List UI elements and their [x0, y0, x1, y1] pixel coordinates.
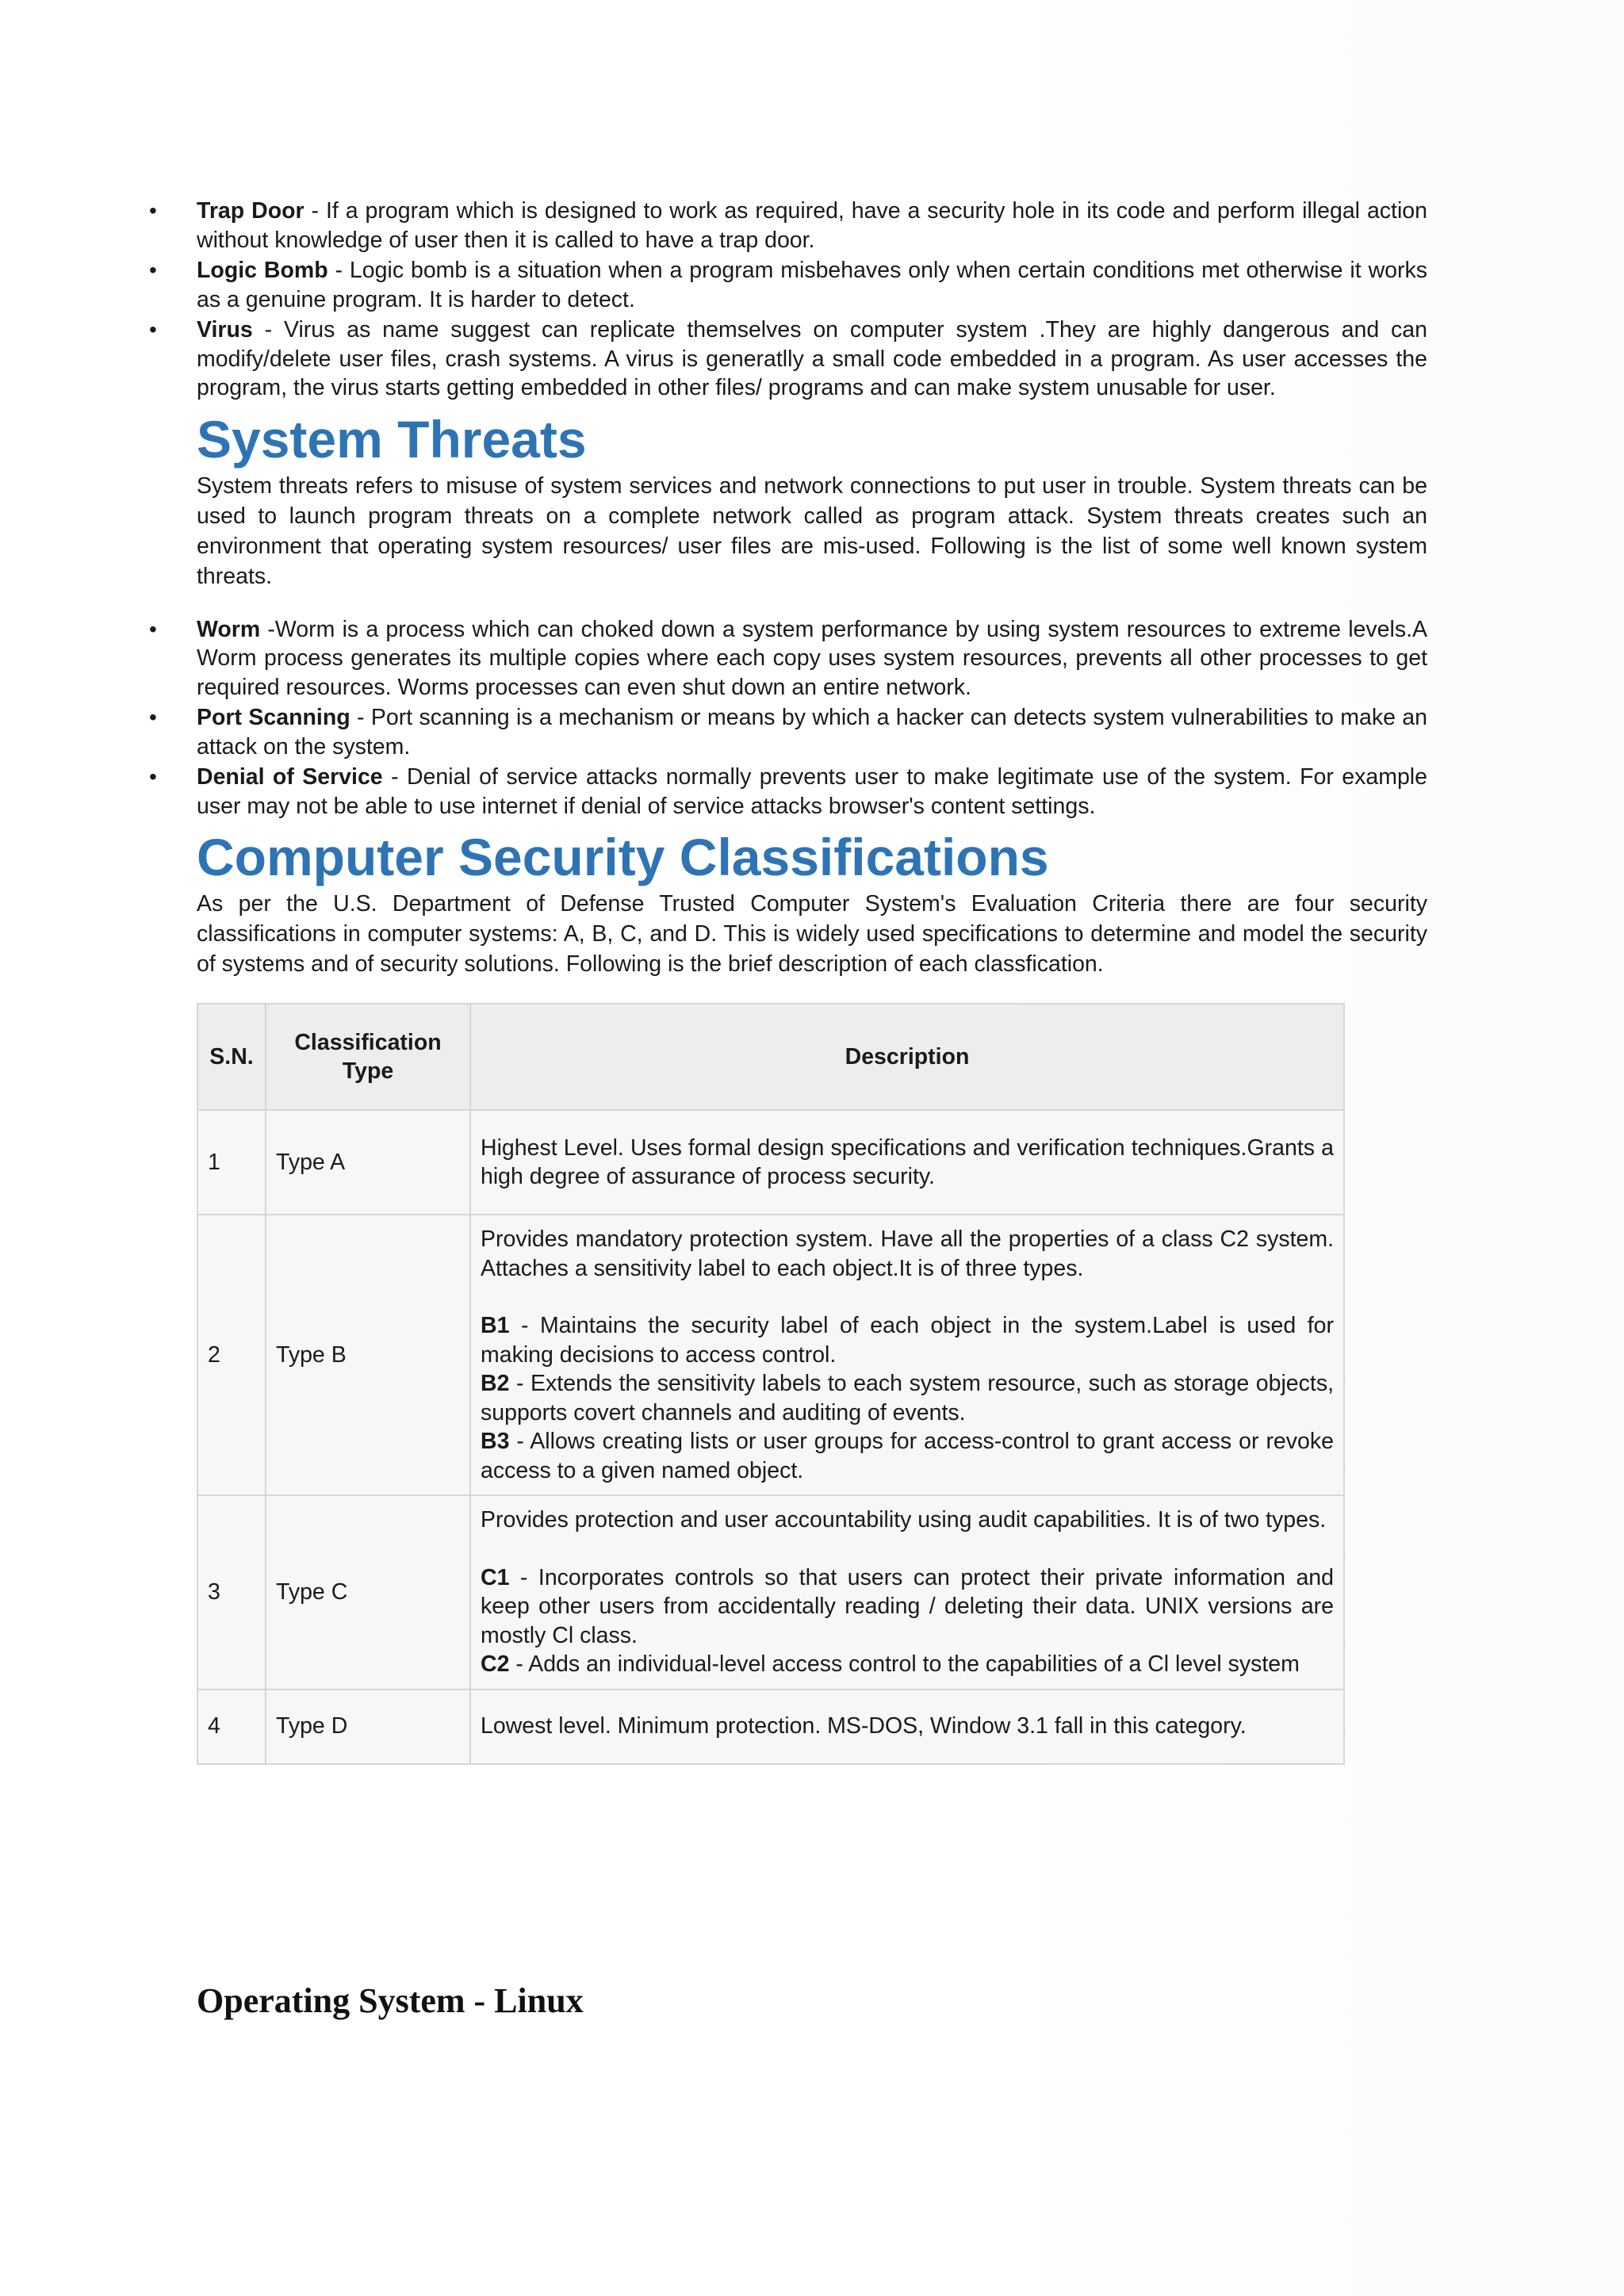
list-item — [149, 703, 1428, 761]
cell-description — [470, 1110, 1344, 1215]
cell-sn: 3 — [197, 1495, 266, 1689]
cell-description — [470, 1215, 1344, 1495]
subtype-term: B3 — [481, 1429, 510, 1454]
subtype-text: - Extends the sensitivity labels to each system resource, such as storage objects, supports covert channels and auditing of events. — [481, 1371, 1334, 1425]
cell-type: Type A — [266, 1110, 470, 1215]
list-item-term: Logic Bomb — [197, 258, 328, 283]
cell-type: Type D — [266, 1689, 470, 1764]
description-text: Provides mandatory protection system. Have all the properties of a class C2 system. Attaches a sensitivity label to each object.It is of three types. — [481, 1226, 1334, 1281]
list-item — [149, 197, 1427, 254]
table-row — [197, 1689, 1344, 1764]
list-item-term: Trap Door — [197, 198, 304, 224]
subtype-term: C1 — [481, 1564, 510, 1590]
description-text: Lowest level. Minimum protection. MS-DOS, Window 3.1 fall in this category. — [481, 1713, 1247, 1739]
list-item — [149, 256, 1427, 314]
subtype-term: B2 — [481, 1371, 510, 1396]
cell-description — [470, 1689, 1344, 1764]
table-row — [197, 1495, 1344, 1689]
cell-description — [470, 1495, 1344, 1689]
classification-table — [197, 1003, 1345, 1765]
subtype-term: C2 — [481, 1651, 510, 1677]
list-item — [149, 615, 1427, 702]
bullet-icon: • — [149, 705, 157, 729]
cell-sn: 2 — [197, 1215, 266, 1495]
list-item-text: -Worm is a process which can choked down a system performance by using system resources to extreme levels.A Worm process generates its multiple copies where each copy uses system resources, prevents all other processes to get required resources. Worms processes can even shut down an entire network. — [197, 616, 1427, 700]
table-header-row — [197, 1004, 1344, 1110]
list-item-text: - If a program which is designed to work as required, have a security hole in its code and perform illegal action without knowledge of user then it is called to have a trap door. — [197, 198, 1427, 253]
list-item-text: - Port scanning is a mechanism or means by which a hacker can detects system vulnerabilities to make an attack on the system. — [197, 705, 1428, 760]
list-item — [149, 763, 1427, 821]
table-row — [197, 1215, 1344, 1495]
page-content — [149, 197, 1428, 1765]
system-threats-heading: System Threats — [197, 409, 587, 469]
header-description: Description — [470, 1004, 1344, 1110]
security-classifications-intro: As per the U.S. Department of Defense Trusted Computer System's Evaluation Criteria there are four security classifications in computer systems: A, B, C, and D. This is widely used specifications to determine and model the security of systems and of security solutions. Following is the brief description of each classfication. — [197, 891, 1427, 977]
subtype-text: - Allows creating lists or user groups for access-control to grant access or revoke access to a given named object. — [481, 1429, 1334, 1483]
header-sn: S.N. — [197, 1004, 266, 1110]
list-item-term: Port Scanning — [197, 705, 350, 730]
subtype-text: - Incorporates controls so that users can protect their private information and keep other users from accidentally reading / deleting their data. UNIX versions are mostly Cl class. — [481, 1564, 1334, 1648]
list-item — [149, 316, 1427, 403]
header-classification-type: Classification Type — [266, 1004, 470, 1110]
subtype-item — [481, 1311, 1334, 1369]
description-text: Provides protection and user accountability using audit capabilities. It is of two types. — [481, 1507, 1327, 1533]
bullet-icon: • — [149, 198, 157, 223]
security-classifications-heading: Computer Security Classifications — [197, 828, 1049, 886]
list-item-text: - Virus as name suggest can replicate themselves on computer system .They are highly dangerous and can modify/delete user files, crash systems. A virus is generatlly a small code embedded in a program. As user accesses the program, the virus starts getting embedded in other files/ programs and can make system unusable for user. — [197, 317, 1427, 400]
subtype-text: - Maintains the security label of each object in the system.Label is used for making decisions to access control. — [481, 1313, 1334, 1368]
bullet-icon: • — [149, 317, 157, 342]
subtype-item — [481, 1369, 1334, 1427]
bullet-icon: • — [149, 764, 157, 789]
table-row — [197, 1110, 1344, 1215]
program-threats-list — [149, 197, 1427, 403]
list-item-term: Denial of Service — [197, 764, 383, 790]
cell-sn: 4 — [197, 1689, 266, 1764]
list-item-term: Virus — [197, 317, 253, 342]
subtype-item — [481, 1563, 1334, 1651]
system-threats-list — [149, 615, 1428, 821]
cell-sn: 1 — [197, 1110, 266, 1215]
list-item-text: - Denial of service attacks normally prevents user to make legitimate use of the system. For example user may not be able to use internet if denial of service attacks browser's content settings. — [197, 764, 1427, 819]
bullet-icon: • — [149, 258, 157, 282]
cell-type: Type C — [266, 1495, 470, 1689]
subtype-item — [481, 1427, 1334, 1485]
next-chapter-title: Operating System - Linux — [197, 1981, 584, 2020]
subtype-term: B1 — [481, 1313, 510, 1338]
cell-type: Type B — [266, 1215, 470, 1495]
bullet-icon: • — [149, 616, 157, 641]
list-item-term: Worm — [197, 616, 261, 642]
subtype-item — [481, 1650, 1334, 1679]
subtype-text: - Adds an individual-level access control to the capabilities of a Cl level system — [509, 1651, 1300, 1677]
list-item-text: - Logic bomb is a situation when a program misbehaves only when certain conditions met otherwise it works as a genuine program. It is harder to detect. — [197, 258, 1427, 312]
system-threats-intro: System threats refers to misuse of system services and network connections to put user in trouble. System threats can be used to launch program threats on a complete network called as program attack. System threats creates such an environment that operating system resources/ user files are mis-used. Following is the list of some well known system threats. — [197, 473, 1427, 589]
description-text: Highest Level. Uses formal design specifications and verification techniques.Grants a high degree of assurance of process security. — [481, 1135, 1334, 1189]
